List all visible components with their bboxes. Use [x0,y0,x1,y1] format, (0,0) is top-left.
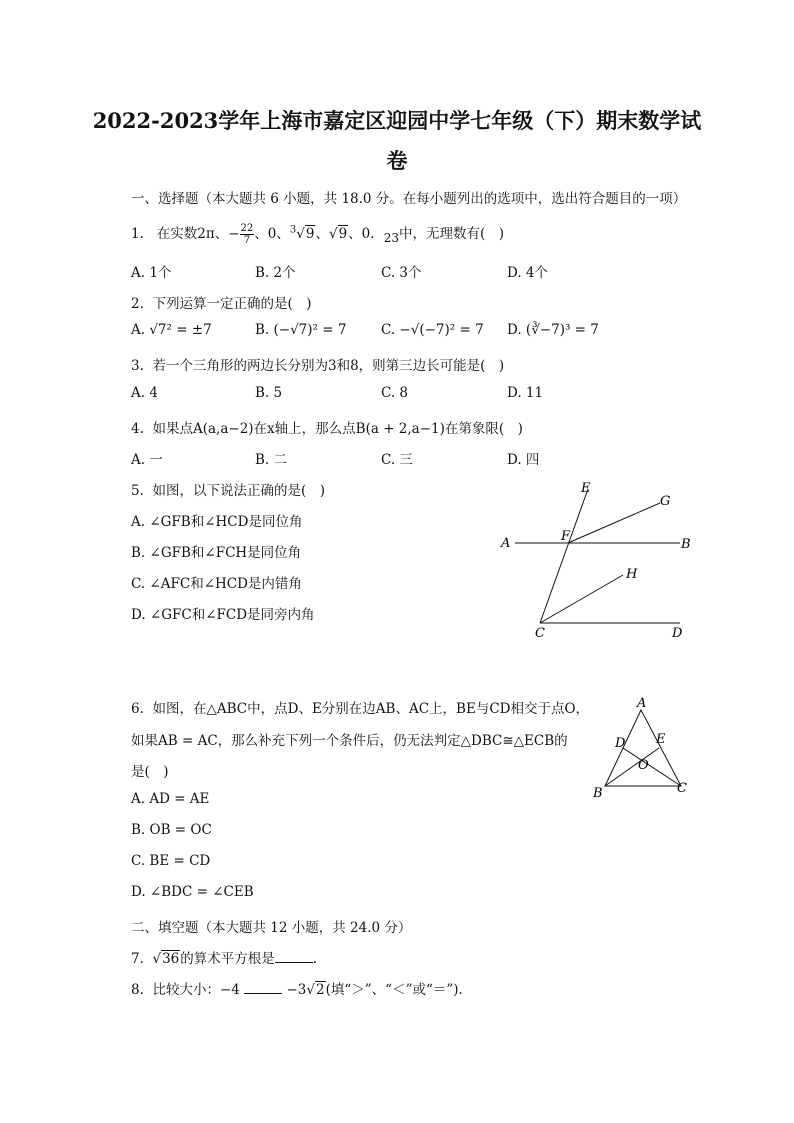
q4-option-a[interactable]: A. 一 [131,452,163,468]
question-5: 5. 如图，以下说法正确的是( ) [131,483,326,499]
label-h: H [626,567,638,582]
label-g: G [660,494,671,509]
figure-q6-triangle [585,695,695,805]
exam-title-line2: 卷 [386,148,408,173]
label-c: C [535,626,545,641]
q5-option-b[interactable]: B. ∠GFB和∠FCH是同位角 [131,545,302,561]
q1-option-b[interactable]: B. 2个 [255,265,296,281]
question-6-line1: 6. 如图，在△ABC中，点D、E分别在边AB、AC上，BE与CD相交于点O， [131,701,590,717]
q3-option-c[interactable]: C. 8 [381,385,409,401]
question-3: 3. 若一个三角形的两边长分别为3和8，则第三边长可能是( ) [131,358,505,374]
label-b: B [681,537,691,552]
label-o: O [638,758,649,773]
label-a: A [501,536,511,551]
label-b: B [593,786,603,801]
answer-blank[interactable] [275,950,313,963]
q6-option-b[interactable]: B. OB = OC [131,822,212,838]
answer-blank[interactable] [244,981,282,994]
q4-option-c[interactable]: C. 三 [381,452,413,468]
q3-option-a[interactable]: A. 4 [131,385,158,401]
q4-option-d[interactable]: D. 四 [507,452,540,468]
q6-option-a[interactable]: A. AD = AE [131,791,210,807]
label-e: E [656,732,666,747]
q6-option-d[interactable]: D. ∠BDC = ∠CEB [131,884,254,900]
question-6-line3: 是( ) [131,764,169,780]
question-8: 8. 比较大小：−4 −3√2(填“＞”、“＜”或“＝”). [131,982,463,998]
fraction: $\frac{22}{7}$ [240,223,254,246]
question-number: 1. [131,226,144,242]
label-d: D [615,736,626,751]
q1-option-c[interactable]: C. 3个 [381,265,422,281]
line-ch [540,575,623,623]
label-c: C [677,781,687,796]
label-d: D [672,626,683,641]
q5-option-c[interactable]: C. ∠AFC和∠HCD是内错角 [131,576,302,592]
q2-option-c[interactable]: C. −√(−7)² = 7 [381,322,484,338]
label-e: E [581,481,591,496]
figure-q5-parallel-lines [495,475,700,645]
line-fg [568,503,660,543]
question-2: 2. 下列运算一定正确的是( ) [131,296,312,312]
q5-option-a[interactable]: A. ∠GFB和∠HCD是同位角 [131,514,303,530]
exam-title-line1: 2022-2023学年上海市嘉定区迎园中学七年级（下）期末数学试 [92,108,702,133]
label-a: A [637,696,647,711]
q2-option-a[interactable]: A. √7² = ±7 [131,322,212,338]
line-ce [540,489,588,623]
q1-option-a[interactable]: A. 1个 [131,265,172,281]
question-6-line2: 如果AB = AC，那么补充下列一个条件后，仍无法判定△DBC≅△ECB的 [131,733,568,749]
question-4: 4. 如果点A(a,a−2)在x轴上，那么点B(a + 2,a−1)在第象限( ) [131,421,523,437]
label-f: F [561,529,571,544]
q4-option-b[interactable]: B. 二 [255,452,288,468]
section-heading-fill: 二、填空题（本大题共 12 小题，共 24.0 分） [131,920,412,936]
q6-option-c[interactable]: C. BE = CD [131,853,211,869]
q3-option-b[interactable]: B. 5 [255,385,283,401]
q3-option-d[interactable]: D. 11 [507,385,544,401]
question-7: 7. √36的算术平方根是 . [131,951,318,967]
question-1: 1. 在实数2π、− $\frac{22}{7}$ 、0、$^3$√9、√9、0．23中，无理数有( ) [131,223,505,246]
q1-option-d[interactable]: D. 4个 [507,265,549,281]
q2-option-b[interactable]: B. (−√7)² = 7 [255,322,347,338]
q5-option-d[interactable]: D. ∠GFC和∠FCD是同旁内角 [131,607,315,623]
section-heading-choice: 一、选择题（本大题共 6 小题，共 18.0 分。在每小题列出的选项中，选出符合题目的一项） [131,191,687,207]
q2-option-d[interactable]: D. (∛−7)³ = 7 [507,322,599,338]
